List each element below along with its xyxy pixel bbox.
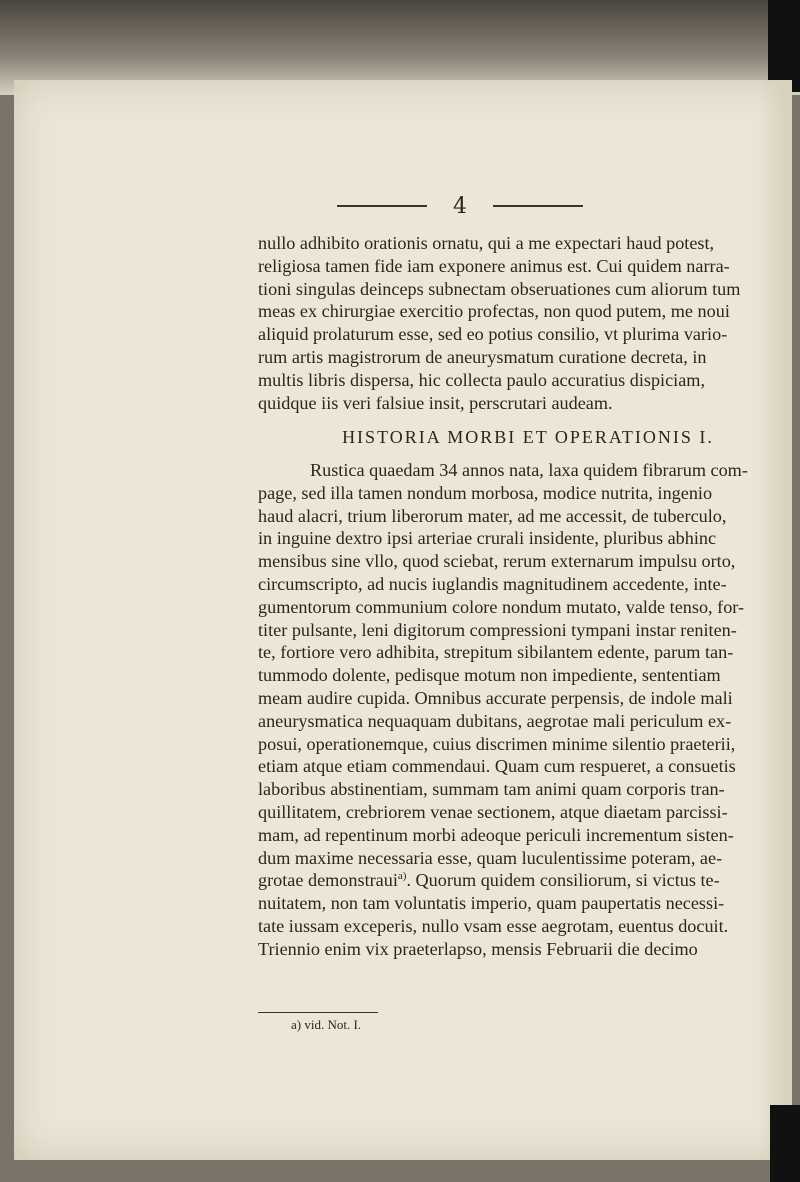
text-line: tummodo dolente, pedisque motum non impediente, sententiam — [258, 665, 721, 686]
text-line: dum maxime necessaria esse, quam luculentissime poteram, ae- — [258, 847, 723, 868]
text-line: mensibus sine vllo, quod sciebat, rerum externarum impulsu orto, — [258, 551, 736, 572]
text-line: laboribus abstinentiam, summam tam animi quam corporis tran- — [258, 779, 725, 800]
text-line: in inguine dextro ipsi arteriae crurali insidente, pluribus abhinc — [258, 528, 717, 549]
footnote-reference: a) — [397, 870, 407, 883]
text-line: nullo adhibito orationis ornatu, qui a me expectari haud potest, — [258, 233, 715, 253]
text-line: mam, ad repentinum morbi adeoque periculi incrementum sisten- — [258, 824, 734, 845]
text-line: te, fortiore vero adhibita, strepitum sibilantem edente, parum tan- — [258, 642, 734, 663]
text-line: haud alacri, trium liberorum mater, ad me accessit, de tuberculo, — [258, 505, 727, 526]
paragraph-intro — [258, 232, 798, 414]
footnote: a) vid. Not. I. — [291, 1017, 362, 1032]
section-heading: HISTORIA MORBI ET OPERATIONIS I. — [342, 427, 714, 447]
text-line: meam audire cupida. Omnibus accurate perpensis, de indole mali — [258, 687, 733, 708]
header-rule-right — [493, 205, 583, 207]
text-line: tate iussam exceperis, nullo vsam esse aegrotam, euentus docuit. — [258, 915, 729, 936]
text-line: aliquid prolaturum esse, sed eo potius consilio, vt plurima vario- — [258, 324, 728, 345]
text-line: page, sed illa tamen nondum morbosa, modice nutrita, ingenio — [258, 482, 713, 503]
text-line: quidque iis veri falsiue insit, perscrutari audeam. — [258, 392, 613, 413]
text-fragment: grotae demonstraui — [258, 870, 398, 891]
text-line: meas ex chirurgiae exercitio profectas, non quod putem, me noui — [258, 301, 730, 322]
page-number: 4 — [453, 193, 467, 219]
text-line: quillitatem, crebriorem venae sectionem, atque diaetam parcissi- — [258, 801, 728, 822]
text-fragment: Quorum quidem consiliorum, si victus te- — [415, 870, 720, 891]
text-line: nuitatem, non tam voluntatis imperio, quam paupertatis necessi- — [258, 893, 725, 914]
text-line: rum artis magistrorum de aneurysmatum curatione decreta, in — [258, 346, 707, 367]
text-line: etiam atque etiam commendaui. Quam cum respueret, a consuetis — [258, 756, 736, 777]
text-line: titer pulsante, leni digitorum compressioni tympani instar reniten- — [258, 619, 737, 640]
scan-edge-top — [768, 0, 800, 92]
text-line: gumentorum communium colore nondum mutato, valde tenso, for- — [258, 596, 745, 617]
paragraph-case-history — [258, 459, 798, 961]
text-line: circumscripto, ad nucis iuglandis magnitudinem accedente, inte- — [258, 573, 727, 594]
text-line: tioni singulas deinceps subnectam obseruationes cum aliorum tum — [258, 278, 741, 299]
text-line: aneurysmatica nequaquam dubitans, aegrotae mali periculum ex- — [258, 710, 732, 731]
footnote-rule — [258, 1012, 378, 1013]
text-line: posui, operationemque, cuius discrimen minime silentio praeterii, — [258, 733, 736, 754]
page-header — [300, 191, 620, 221]
text-line: multis libris dispersa, hic collecta paulo accuratius dispiciam, — [258, 369, 705, 390]
text-line: Triennio enim vix praeterlapso, mensis Februarii die decimo — [258, 938, 698, 959]
text-line-with-footnote-ref: grotae demonstraui$^{a)}$. Quorum quidem consiliorum, si victus te- — [258, 870, 720, 891]
text-line: Rustica quaedam 34 annos nata, laxa quidem fibrarum com- — [310, 460, 748, 480]
text-line: religiosa tamen fide iam exponere animus est. Cui quidem narra- — [258, 255, 730, 276]
scan-edge-bottom — [770, 1105, 800, 1182]
header-rule-left — [337, 205, 427, 207]
